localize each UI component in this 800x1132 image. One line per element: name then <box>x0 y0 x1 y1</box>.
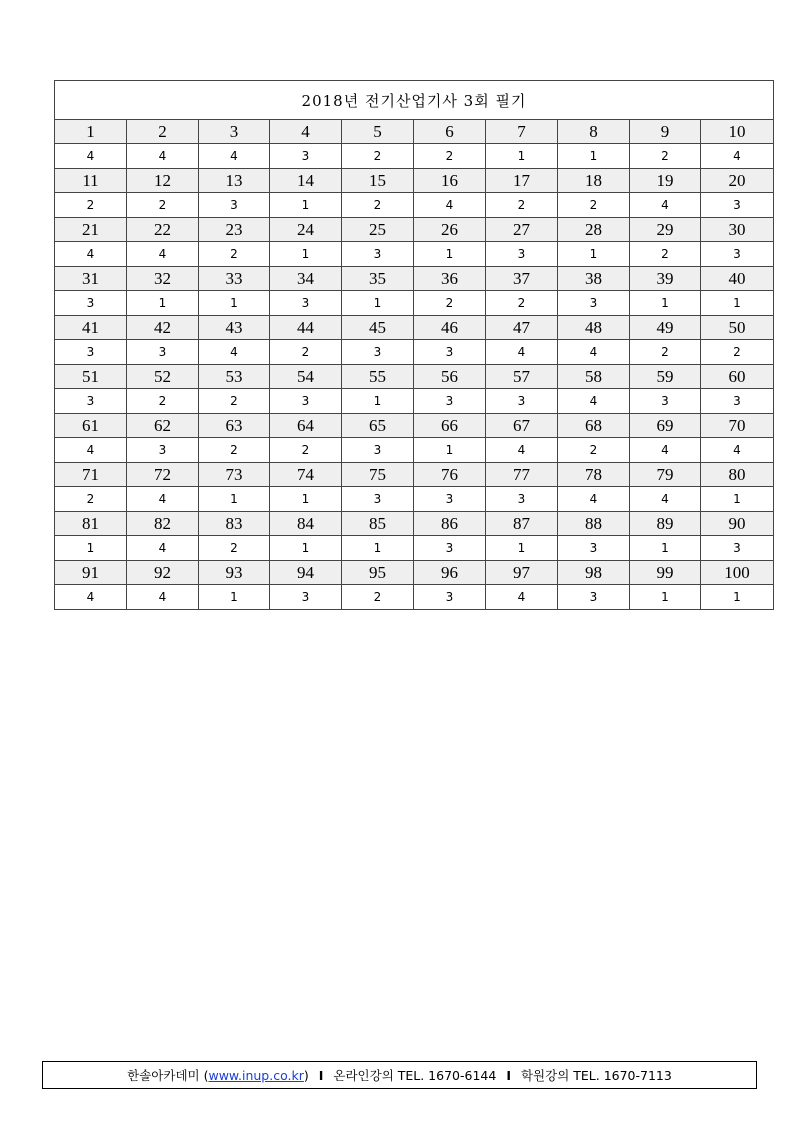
question-number-cell: 53 <box>199 365 270 389</box>
question-number-cell: 43 <box>199 316 270 340</box>
answer-key-body <box>55 81 774 610</box>
answer-cell: 1 <box>701 585 774 610</box>
answer-cell: 4 <box>558 340 630 365</box>
question-number-cell: 21 <box>55 218 127 242</box>
question-number-cell: 42 <box>127 316 199 340</box>
question-number-cell: 59 <box>630 365 701 389</box>
question-number-cell: 41 <box>55 316 127 340</box>
question-number-cell: 13 <box>199 169 270 193</box>
question-number-row <box>55 512 774 536</box>
question-number-cell: 10 <box>701 120 774 144</box>
question-number-cell: 89 <box>630 512 701 536</box>
answer-cell: 2 <box>199 438 270 463</box>
answer-cell: 3 <box>558 536 630 561</box>
question-number-cell: 27 <box>486 218 558 242</box>
question-number-cell: 3 <box>199 120 270 144</box>
answer-cell: 4 <box>701 438 774 463</box>
answer-cell: 3 <box>414 487 486 512</box>
answer-cell: 3 <box>342 438 414 463</box>
answer-cell: 1 <box>199 291 270 316</box>
answer-cell: 4 <box>199 144 270 169</box>
question-number-cell: 65 <box>342 414 414 438</box>
answer-cell: 1 <box>558 242 630 267</box>
answer-cell: 2 <box>270 340 342 365</box>
answer-cell: 3 <box>342 487 414 512</box>
question-number-cell: 11 <box>55 169 127 193</box>
answer-cell: 1 <box>558 144 630 169</box>
footer-contact-bar <box>42 1061 757 1089</box>
answer-cell: 1 <box>270 536 342 561</box>
answer-cell: 1 <box>630 536 701 561</box>
answer-cell: 3 <box>414 389 486 414</box>
answer-cell: 3 <box>270 291 342 316</box>
question-number-cell: 26 <box>414 218 486 242</box>
title-row <box>55 81 774 120</box>
answer-cell: 3 <box>270 144 342 169</box>
answer-cell: 1 <box>342 291 414 316</box>
answer-cell: 3 <box>486 389 558 414</box>
answer-cell: 3 <box>486 487 558 512</box>
question-number-cell: 15 <box>342 169 414 193</box>
question-number-cell: 33 <box>199 267 270 291</box>
answer-cell: 2 <box>199 536 270 561</box>
answer-cell: 3 <box>701 193 774 218</box>
question-number-cell: 85 <box>342 512 414 536</box>
answer-cell: 1 <box>414 242 486 267</box>
question-number-cell: 5 <box>342 120 414 144</box>
question-number-cell: 92 <box>127 561 199 585</box>
answer-row <box>55 389 774 414</box>
academy-name: 한솔아카데미 <box>127 1068 200 1083</box>
separator: I <box>318 1067 324 1083</box>
answer-cell: 4 <box>486 585 558 610</box>
question-number-cell: 35 <box>342 267 414 291</box>
question-number-cell: 91 <box>55 561 127 585</box>
answer-cell: 1 <box>199 487 270 512</box>
answer-cell: 3 <box>414 340 486 365</box>
question-number-cell: 70 <box>701 414 774 438</box>
answer-cell: 3 <box>630 389 701 414</box>
answer-cell: 2 <box>558 438 630 463</box>
answer-cell: 2 <box>199 389 270 414</box>
answer-cell: 1 <box>486 144 558 169</box>
question-number-cell: 19 <box>630 169 701 193</box>
question-number-cell: 37 <box>486 267 558 291</box>
question-number-cell: 34 <box>270 267 342 291</box>
question-number-cell: 50 <box>701 316 774 340</box>
question-number-row <box>55 316 774 340</box>
answer-cell: 2 <box>342 144 414 169</box>
answer-cell: 4 <box>701 144 774 169</box>
answer-row <box>55 291 774 316</box>
question-number-cell: 40 <box>701 267 774 291</box>
question-number-cell: 94 <box>270 561 342 585</box>
question-number-cell: 38 <box>558 267 630 291</box>
page-title: 2018년 전기산업기사 3회 필기 <box>55 81 774 120</box>
question-number-cell: 49 <box>630 316 701 340</box>
question-number-cell: 81 <box>55 512 127 536</box>
question-number-cell: 84 <box>270 512 342 536</box>
separator: I <box>506 1067 511 1083</box>
question-number-cell: 30 <box>701 218 774 242</box>
question-number-cell: 23 <box>199 218 270 242</box>
answer-row <box>55 536 774 561</box>
answer-cell: 2 <box>701 340 774 365</box>
answer-cell: 1 <box>630 291 701 316</box>
answer-row <box>55 144 774 169</box>
answer-cell: 2 <box>342 193 414 218</box>
answer-cell: 4 <box>127 585 199 610</box>
answer-cell: 1 <box>127 291 199 316</box>
question-number-cell: 90 <box>701 512 774 536</box>
question-number-cell: 74 <box>270 463 342 487</box>
answer-cell: 3 <box>270 389 342 414</box>
answer-cell: 1 <box>414 438 486 463</box>
question-number-cell: 66 <box>414 414 486 438</box>
question-number-row <box>55 267 774 291</box>
question-number-cell: 76 <box>414 463 486 487</box>
answer-cell: 2 <box>199 242 270 267</box>
question-number-cell: 99 <box>630 561 701 585</box>
answer-cell: 2 <box>270 438 342 463</box>
offline-lecture-phone: 학원강의 TEL. 1670-7113 <box>520 1068 672 1083</box>
answer-cell: 1 <box>270 242 342 267</box>
answer-cell: 3 <box>199 193 270 218</box>
answer-cell: 4 <box>558 389 630 414</box>
answer-cell: 2 <box>342 585 414 610</box>
answer-cell: 3 <box>558 585 630 610</box>
question-number-cell: 28 <box>558 218 630 242</box>
answer-cell: 3 <box>55 389 127 414</box>
answer-cell: 3 <box>342 242 414 267</box>
answer-cell: 2 <box>127 389 199 414</box>
question-number-cell: 68 <box>558 414 630 438</box>
answer-cell: 1 <box>199 585 270 610</box>
question-number-row <box>55 169 774 193</box>
question-number-cell: 63 <box>199 414 270 438</box>
answer-cell: 1 <box>270 193 342 218</box>
question-number-cell: 2 <box>127 120 199 144</box>
answer-cell: 3 <box>270 585 342 610</box>
answer-cell: 4 <box>127 144 199 169</box>
question-number-row <box>55 561 774 585</box>
answer-cell: 2 <box>414 144 486 169</box>
question-number-cell: 69 <box>630 414 701 438</box>
answer-cell: 1 <box>342 389 414 414</box>
question-number-cell: 60 <box>701 365 774 389</box>
answer-cell: 2 <box>630 340 701 365</box>
question-number-cell: 45 <box>342 316 414 340</box>
answer-cell: 3 <box>414 585 486 610</box>
question-number-cell: 6 <box>414 120 486 144</box>
question-number-cell: 93 <box>199 561 270 585</box>
question-number-cell: 25 <box>342 218 414 242</box>
question-number-cell: 58 <box>558 365 630 389</box>
question-number-cell: 16 <box>414 169 486 193</box>
question-number-cell: 67 <box>486 414 558 438</box>
answer-cell: 4 <box>127 536 199 561</box>
answer-cell: 4 <box>486 340 558 365</box>
question-number-cell: 64 <box>270 414 342 438</box>
answer-cell: 3 <box>55 340 127 365</box>
question-number-row <box>55 218 774 242</box>
answer-row <box>55 585 774 610</box>
answer-cell: 1 <box>486 536 558 561</box>
question-number-cell: 57 <box>486 365 558 389</box>
answer-row <box>55 193 774 218</box>
question-number-cell: 88 <box>558 512 630 536</box>
question-number-cell: 52 <box>127 365 199 389</box>
online-lecture-phone: 온라인강의 TEL. 1670-6144 <box>333 1068 497 1083</box>
question-number-cell: 14 <box>270 169 342 193</box>
answer-cell: 4 <box>127 242 199 267</box>
question-number-cell: 61 <box>55 414 127 438</box>
answer-cell: 2 <box>414 291 486 316</box>
question-number-cell: 77 <box>486 463 558 487</box>
question-number-cell: 86 <box>414 512 486 536</box>
answer-cell: 4 <box>414 193 486 218</box>
question-number-cell: 55 <box>342 365 414 389</box>
answer-cell: 1 <box>701 291 774 316</box>
answer-row <box>55 340 774 365</box>
answer-row <box>55 242 774 267</box>
question-number-cell: 100 <box>701 561 774 585</box>
answer-cell: 1 <box>55 536 127 561</box>
answer-cell: 3 <box>701 389 774 414</box>
question-number-cell: 87 <box>486 512 558 536</box>
question-number-cell: 47 <box>486 316 558 340</box>
answer-cell: 2 <box>630 144 701 169</box>
question-number-cell: 75 <box>342 463 414 487</box>
answer-cell: 3 <box>701 242 774 267</box>
answer-cell: 1 <box>701 487 774 512</box>
question-number-cell: 80 <box>701 463 774 487</box>
answer-cell: 3 <box>127 438 199 463</box>
answer-cell: 2 <box>558 193 630 218</box>
question-number-cell: 48 <box>558 316 630 340</box>
answer-cell: 4 <box>630 438 701 463</box>
answer-cell: 3 <box>486 242 558 267</box>
answer-cell: 2 <box>486 193 558 218</box>
question-number-cell: 32 <box>127 267 199 291</box>
answer-cell: 3 <box>342 340 414 365</box>
answer-cell: 3 <box>558 291 630 316</box>
answer-cell: 3 <box>414 536 486 561</box>
question-number-cell: 83 <box>199 512 270 536</box>
question-number-cell: 95 <box>342 561 414 585</box>
question-number-cell: 29 <box>630 218 701 242</box>
question-number-cell: 20 <box>701 169 774 193</box>
question-number-cell: 9 <box>630 120 701 144</box>
answer-cell: 3 <box>127 340 199 365</box>
answer-cell: 2 <box>486 291 558 316</box>
answer-row <box>55 438 774 463</box>
answer-cell: 4 <box>55 585 127 610</box>
question-number-cell: 1 <box>55 120 127 144</box>
question-number-row <box>55 463 774 487</box>
question-number-row <box>55 120 774 144</box>
question-number-cell: 82 <box>127 512 199 536</box>
answer-cell: 4 <box>55 438 127 463</box>
question-number-cell: 71 <box>55 463 127 487</box>
question-number-cell: 44 <box>270 316 342 340</box>
answer-key-table <box>54 80 774 610</box>
question-number-cell: 39 <box>630 267 701 291</box>
question-number-cell: 72 <box>127 463 199 487</box>
question-number-cell: 18 <box>558 169 630 193</box>
answer-cell: 3 <box>55 291 127 316</box>
paren-close: ) <box>303 1067 309 1083</box>
question-number-cell: 46 <box>414 316 486 340</box>
question-number-cell: 97 <box>486 561 558 585</box>
question-number-cell: 78 <box>558 463 630 487</box>
question-number-cell: 56 <box>414 365 486 389</box>
question-number-cell: 8 <box>558 120 630 144</box>
question-number-cell: 62 <box>127 414 199 438</box>
question-number-cell: 17 <box>486 169 558 193</box>
answer-cell: 2 <box>55 487 127 512</box>
question-number-cell: 4 <box>270 120 342 144</box>
answer-cell: 1 <box>270 487 342 512</box>
website-link[interactable]: www.inup.co.kr <box>208 1067 304 1083</box>
question-number-cell: 98 <box>558 561 630 585</box>
answer-cell: 4 <box>630 487 701 512</box>
question-number-cell: 12 <box>127 169 199 193</box>
answer-cell: 4 <box>55 242 127 267</box>
answer-cell: 3 <box>701 536 774 561</box>
answer-row <box>55 487 774 512</box>
answer-cell: 2 <box>630 242 701 267</box>
answer-cell: 4 <box>630 193 701 218</box>
answer-cell: 2 <box>127 193 199 218</box>
answer-cell: 4 <box>558 487 630 512</box>
question-number-row <box>55 365 774 389</box>
answer-cell: 4 <box>199 340 270 365</box>
answer-cell: 4 <box>127 487 199 512</box>
question-number-cell: 31 <box>55 267 127 291</box>
question-number-cell: 36 <box>414 267 486 291</box>
question-number-cell: 7 <box>486 120 558 144</box>
question-number-cell: 51 <box>55 365 127 389</box>
question-number-cell: 24 <box>270 218 342 242</box>
answer-cell: 2 <box>55 193 127 218</box>
paren-open: ( <box>203 1067 209 1083</box>
answer-cell: 4 <box>55 144 127 169</box>
question-number-cell: 54 <box>270 365 342 389</box>
question-number-cell: 73 <box>199 463 270 487</box>
answer-cell: 1 <box>630 585 701 610</box>
question-number-cell: 22 <box>127 218 199 242</box>
question-number-cell: 79 <box>630 463 701 487</box>
question-number-cell: 96 <box>414 561 486 585</box>
question-number-row <box>55 414 774 438</box>
answer-cell: 4 <box>486 438 558 463</box>
answer-cell: 1 <box>342 536 414 561</box>
